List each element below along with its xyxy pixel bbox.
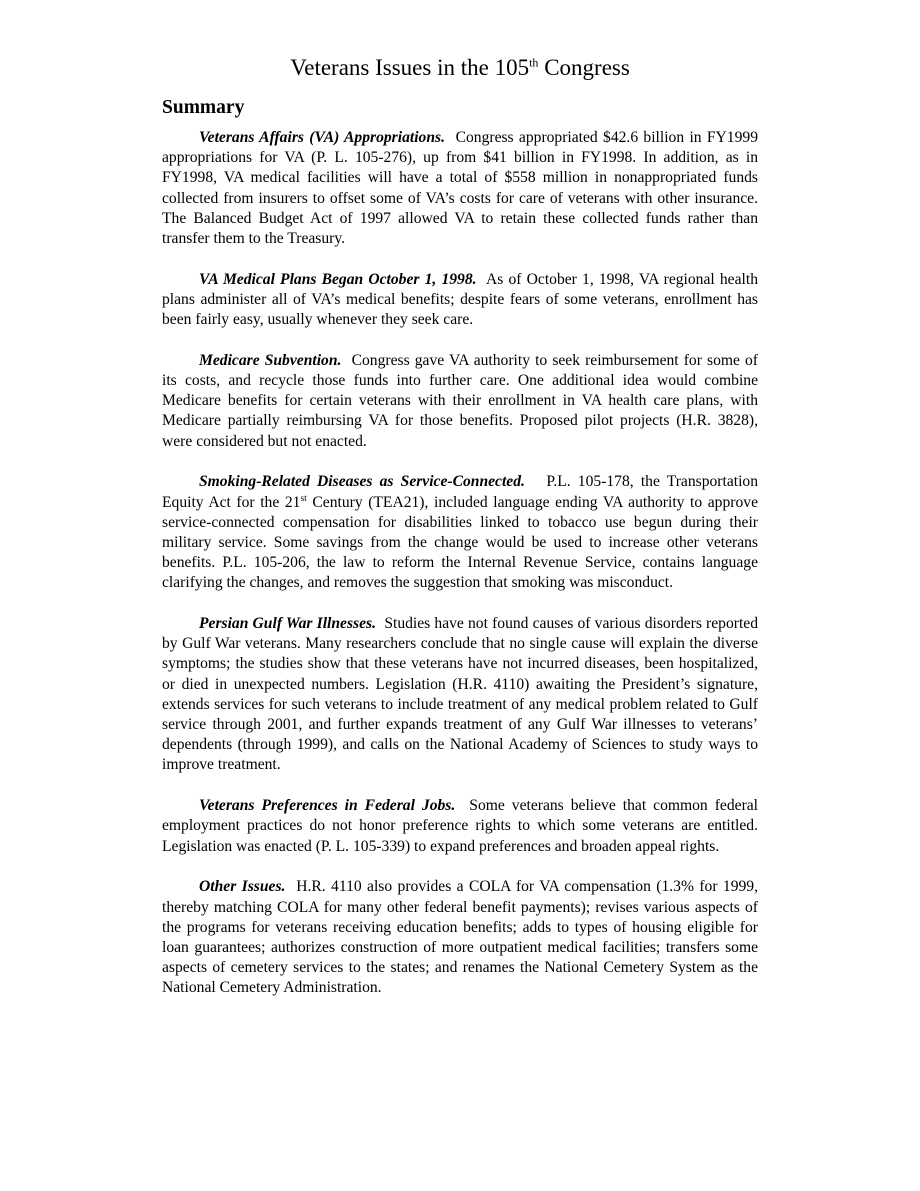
paragraph-body: Congress appropriated $42.6 billion in FY1999 appropriations for VA (P. L. 105-276), up from $41 billion in FY1998. In addition, as in FY1998, VA medical facilities will have a total of $558 million in nonappropriated funds collected from insurers to offset some of VA’s costs for care of veterans with other insurance. The Balanced Budget Act of 1997 allowed VA to retain these collected funds rather than transfer them to the Treasury. bbox=[162, 129, 758, 248]
paragraph-smoking-related-diseases bbox=[162, 472, 758, 593]
paragraph-body: Some veterans believe that common federal employment practices do not honor preference rights to which some veterans are entitled. Legislation was enacted (P. L. 105-339) to expand preferences and broaden appeal rights. bbox=[162, 797, 759, 855]
paragraph-lead: Persian Gulf War Illnesses. bbox=[199, 615, 376, 633]
paragraph-lead: Veterans Preferences in Federal Jobs. bbox=[199, 797, 456, 815]
summary-heading: Summary bbox=[162, 97, 245, 118]
paragraph-body-superscript: st bbox=[300, 493, 307, 504]
paragraph-va-medical-plans bbox=[162, 270, 758, 331]
paragraph-body-part-a: P.L. 105-178, the Transportation Equity Act for the 21 bbox=[162, 473, 758, 511]
paragraph-lead: Medicare Subvention. bbox=[199, 351, 342, 369]
paragraph-medicare-subvention bbox=[162, 351, 758, 452]
paragraph-body: Studies have not found causes of various disorders reported by Gulf War veterans. Many researchers conclude that no single cause will explain the diverse symptoms; the studies show that these veterans have not incurred diseases, been hospitalized, or died in unexpected numbers. Legislation (H.R. 4110) awaiting the President’s signature, extends services for such veterans to include treatment of any medical problem related to Gulf service through 2001, and further expands treatment of any Gulf War illnesses to veterans’ dependents (through 1999), and calls on the National Academy of Sciences to study ways to improve treatment. bbox=[162, 615, 758, 774]
paragraph-lead: Smoking-Related Diseases as Service-Connected. bbox=[199, 473, 525, 491]
paragraph-body-part-b: Century (TEA21), included language ending VA authority to approve service-connected compensation for disabilities linked to tobacco use begun during their military service. Some savings from the change would be used to increase other veterans benefits. P.L. 105-206, the law to reform the Internal Revenue Service, contains language clarifying the changes, and removes the suggestion that smoking was misconduct. bbox=[162, 493, 758, 592]
paragraph-veterans-preferences bbox=[162, 796, 758, 857]
paragraph-va-appropriations bbox=[162, 128, 758, 249]
paragraph-lead: Other Issues. bbox=[199, 878, 286, 896]
document-page bbox=[162, 52, 758, 1019]
document-title bbox=[162, 52, 758, 84]
paragraph-body: As of October 1, 1998, VA regional health plans administer all of VA’s medical benefits; despite fears of some veterans, enrollment has been fairly easy, usually whenever they seek care. bbox=[162, 270, 758, 329]
paragraph-gulf-war-illnesses bbox=[162, 614, 758, 776]
paragraph-body: H.R. 4110 also provides a COLA for VA compensation (1.3% for 1999, thereby matching COLA for many other federal benefit payments); revises various aspects of the programs for veterans receiving education benefits; adds to types of housing eligible for loan guarantees; authorizes construction of more outpatient medical facilities; transfers some aspects of cemetery services to the states; and renames the National Cemetery System as the National Cemetery Administration. bbox=[162, 878, 759, 997]
paragraph-lead: Veterans Affairs (VA) Appropriations. bbox=[199, 129, 445, 146]
title-main: Veterans Issues in the 105 bbox=[290, 55, 530, 80]
paragraph-other-issues bbox=[162, 877, 758, 998]
title-rest: Congress bbox=[538, 55, 630, 80]
title-superscript: th bbox=[529, 55, 539, 70]
paragraph-body: Congress gave VA authority to seek reimbursement for some of its costs, and recycle those funds into further care. One additional idea would combine Medicare benefits for certain veterans with their enrollment in VA health care plans, with Medicare partially reimbursing VA for those benefits. Proposed pilot projects (H.R. 3828), were considered but not enacted. bbox=[162, 351, 758, 450]
paragraph-lead: VA Medical Plans Began October 1, 1998. bbox=[199, 270, 477, 288]
